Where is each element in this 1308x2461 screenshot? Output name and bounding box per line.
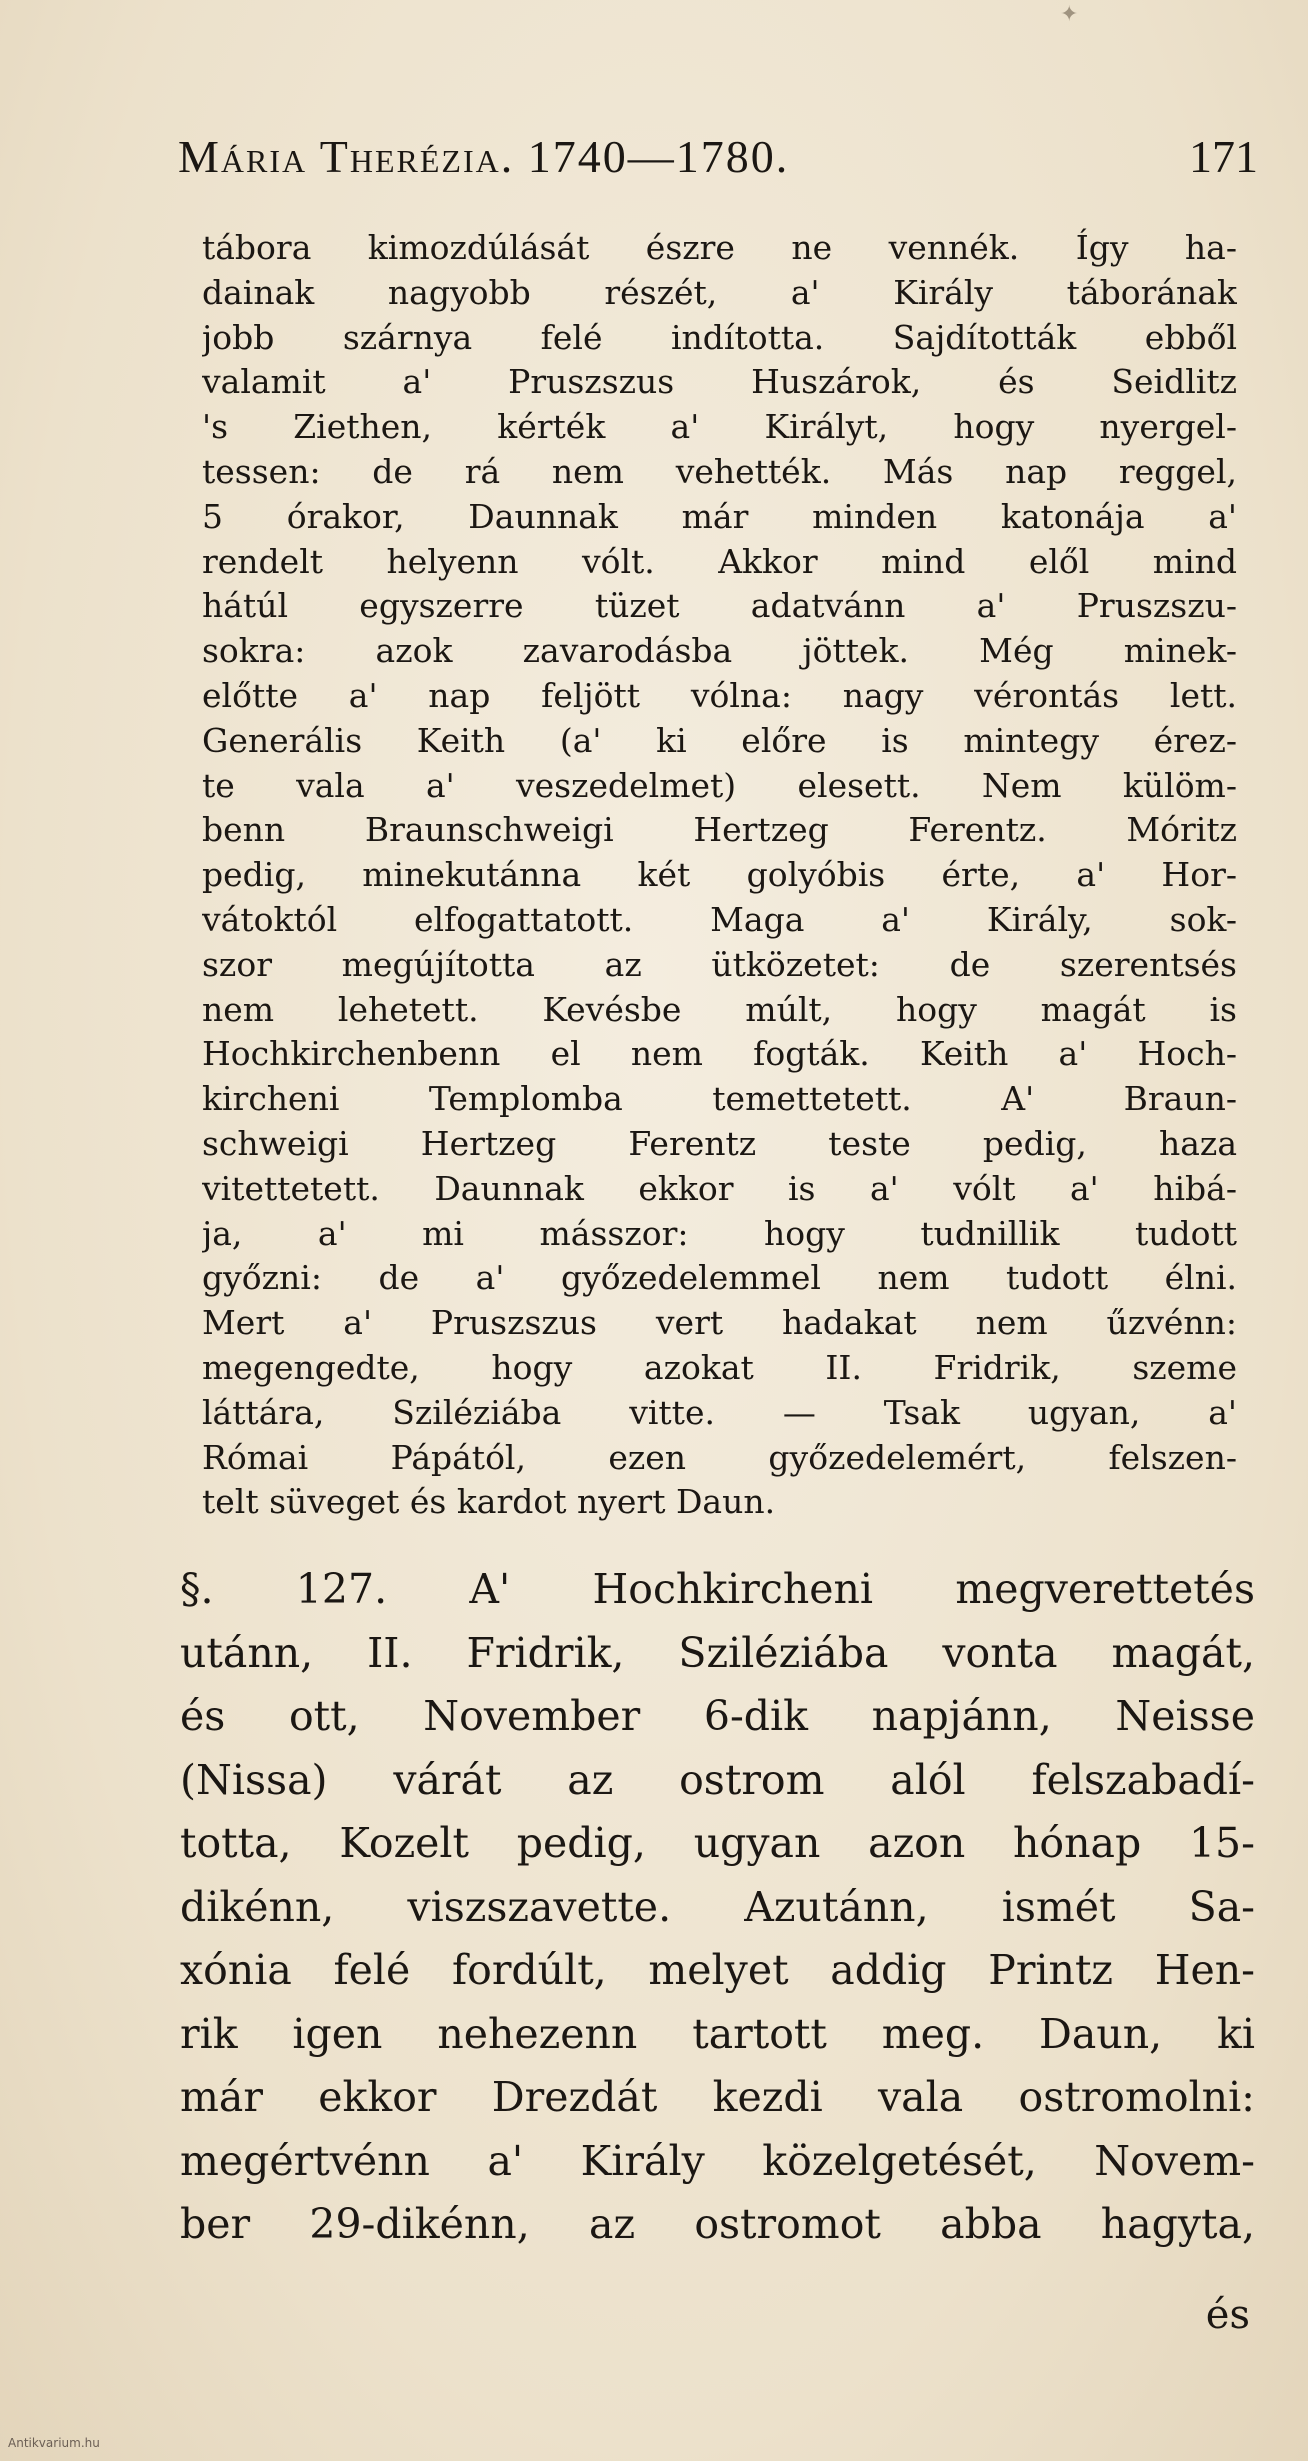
text-line: győzni: de a' győzedelemmel nem tudott élni. (202, 1258, 1237, 1298)
text-line: megértvénn a' Király közelgetését, Novem- (180, 2136, 1255, 2185)
text-line: előtte a' nap feljött vólna: nagy vérontás lett. (202, 675, 1237, 715)
text-line: hátúl egyszerre tüzet adatvánn a' Pruszszu- (202, 586, 1237, 626)
text-line: vitettetett. Daunnak ekkor is a' vólt a' hibá- (202, 1168, 1237, 1208)
text-line: te vala a' veszedelmet) elesett. Nem külöm- (202, 765, 1237, 805)
text-line: ja, a' mi másszor: hogy tudnillik tudott (202, 1213, 1237, 1253)
text-line: 's Ziethen, kérték a' Királyt, hogy nyergel- (202, 407, 1237, 447)
text-line: sokra: azok zavarodásba jöttek. Még minek- (202, 631, 1237, 671)
text-line: szor megújította az ütközetet: de szerentsés (202, 944, 1237, 984)
text-line: ber 29-dikénn, az ostromot abba hagyta, (180, 2200, 1255, 2248)
page-title: Mária Therézia. 1740—1780. (178, 131, 790, 182)
text-line: §. 127. A' Hochkircheni megverettetés (180, 1565, 1255, 1613)
text-line: Hochkirchenbenn el nem fogták. Keith a' Hoch- (202, 1034, 1237, 1074)
watermark: Antikvarium.hu (8, 2436, 100, 2450)
text-line: tábora kimozdúlását észre ne vennék. Így ha- (202, 228, 1237, 267)
text-line: tessen: de rá nem vehették. Más nap reggel, (202, 451, 1237, 491)
text-line: 5 órakor, Daunnak már minden katonája a' (202, 496, 1237, 536)
page-number: 171 (1189, 131, 1258, 182)
text-line: kircheni Templomba temettetett. A' Braun- (202, 1079, 1237, 1119)
text-line: telt süveget és kardot nyert Daun. (202, 1482, 776, 1522)
text-line: schweigi Hertzeg Ferentz teste pedig, haza (202, 1123, 1237, 1163)
text-line: utánn, II. Fridrik, Sziléziába vonta magát, (180, 1628, 1255, 1677)
text-line: valamit a' Pruszszus Huszárok, és Seidlitz (202, 362, 1237, 402)
text-line: Generális Keith (a' ki előre is mintegy érez- (202, 720, 1237, 760)
page-corner-mark: ✦ (1060, 2, 1079, 27)
text-line: vátoktól elfogattatott. Maga a' Király, sok- (202, 899, 1237, 939)
text-line: láttára, Sziléziába vitte. — Tsak ugyan, a' (202, 1392, 1237, 1432)
text-line: pedig, minekutánna két golyóbis érte, a' Hor- (202, 855, 1237, 895)
text-line: dikénn, viszszavette. Azutánn, ismét Sa- (180, 1882, 1255, 1931)
text-line: már ekkor Drezdát kezdi vala ostromolni: (180, 2073, 1255, 2121)
text-line: benn Braunschweigi Hertzeg Ferentz. Móritz (202, 810, 1237, 850)
text-line: rik igen nehezenn tartott meg. Daun, ki (180, 2009, 1255, 2058)
text-line: Mert a' Pruszszus vert hadakat nem űzvénn: (202, 1303, 1237, 1343)
section-127-paragraph (180, 1558, 1255, 2257)
catchword: és (1205, 2292, 1250, 2338)
small-print-paragraph (202, 226, 1237, 1525)
text-line: Római Pápától, ezen győzedelemért, felszen- (202, 1437, 1237, 1477)
text-line: és ott, November 6-dik napjánn, Neisse (180, 1692, 1255, 1740)
text-line: nem lehetett. Kevésbe múlt, hogy magát is (202, 989, 1237, 1029)
text-line: (Nissa) várát az ostrom alól felszabadí- (180, 1755, 1255, 1804)
text-line: rendelt helyenn vólt. Akkor mind elől mind (202, 541, 1237, 581)
text-line: megengedte, hogy azokat II. Fridrik, szeme (202, 1347, 1237, 1387)
text-line: xónia felé fordúlt, melyet addig Printz Hen- (180, 1946, 1255, 1994)
text-line: dainak nagyobb részét, a' Király táborának (202, 272, 1237, 312)
text-line: totta, Kozelt pedig, ugyan azon hónap 15- (180, 1819, 1255, 1867)
running-header (178, 122, 1258, 192)
text-line: jobb szárnya felé indította. Sajdították ebből (202, 317, 1237, 357)
